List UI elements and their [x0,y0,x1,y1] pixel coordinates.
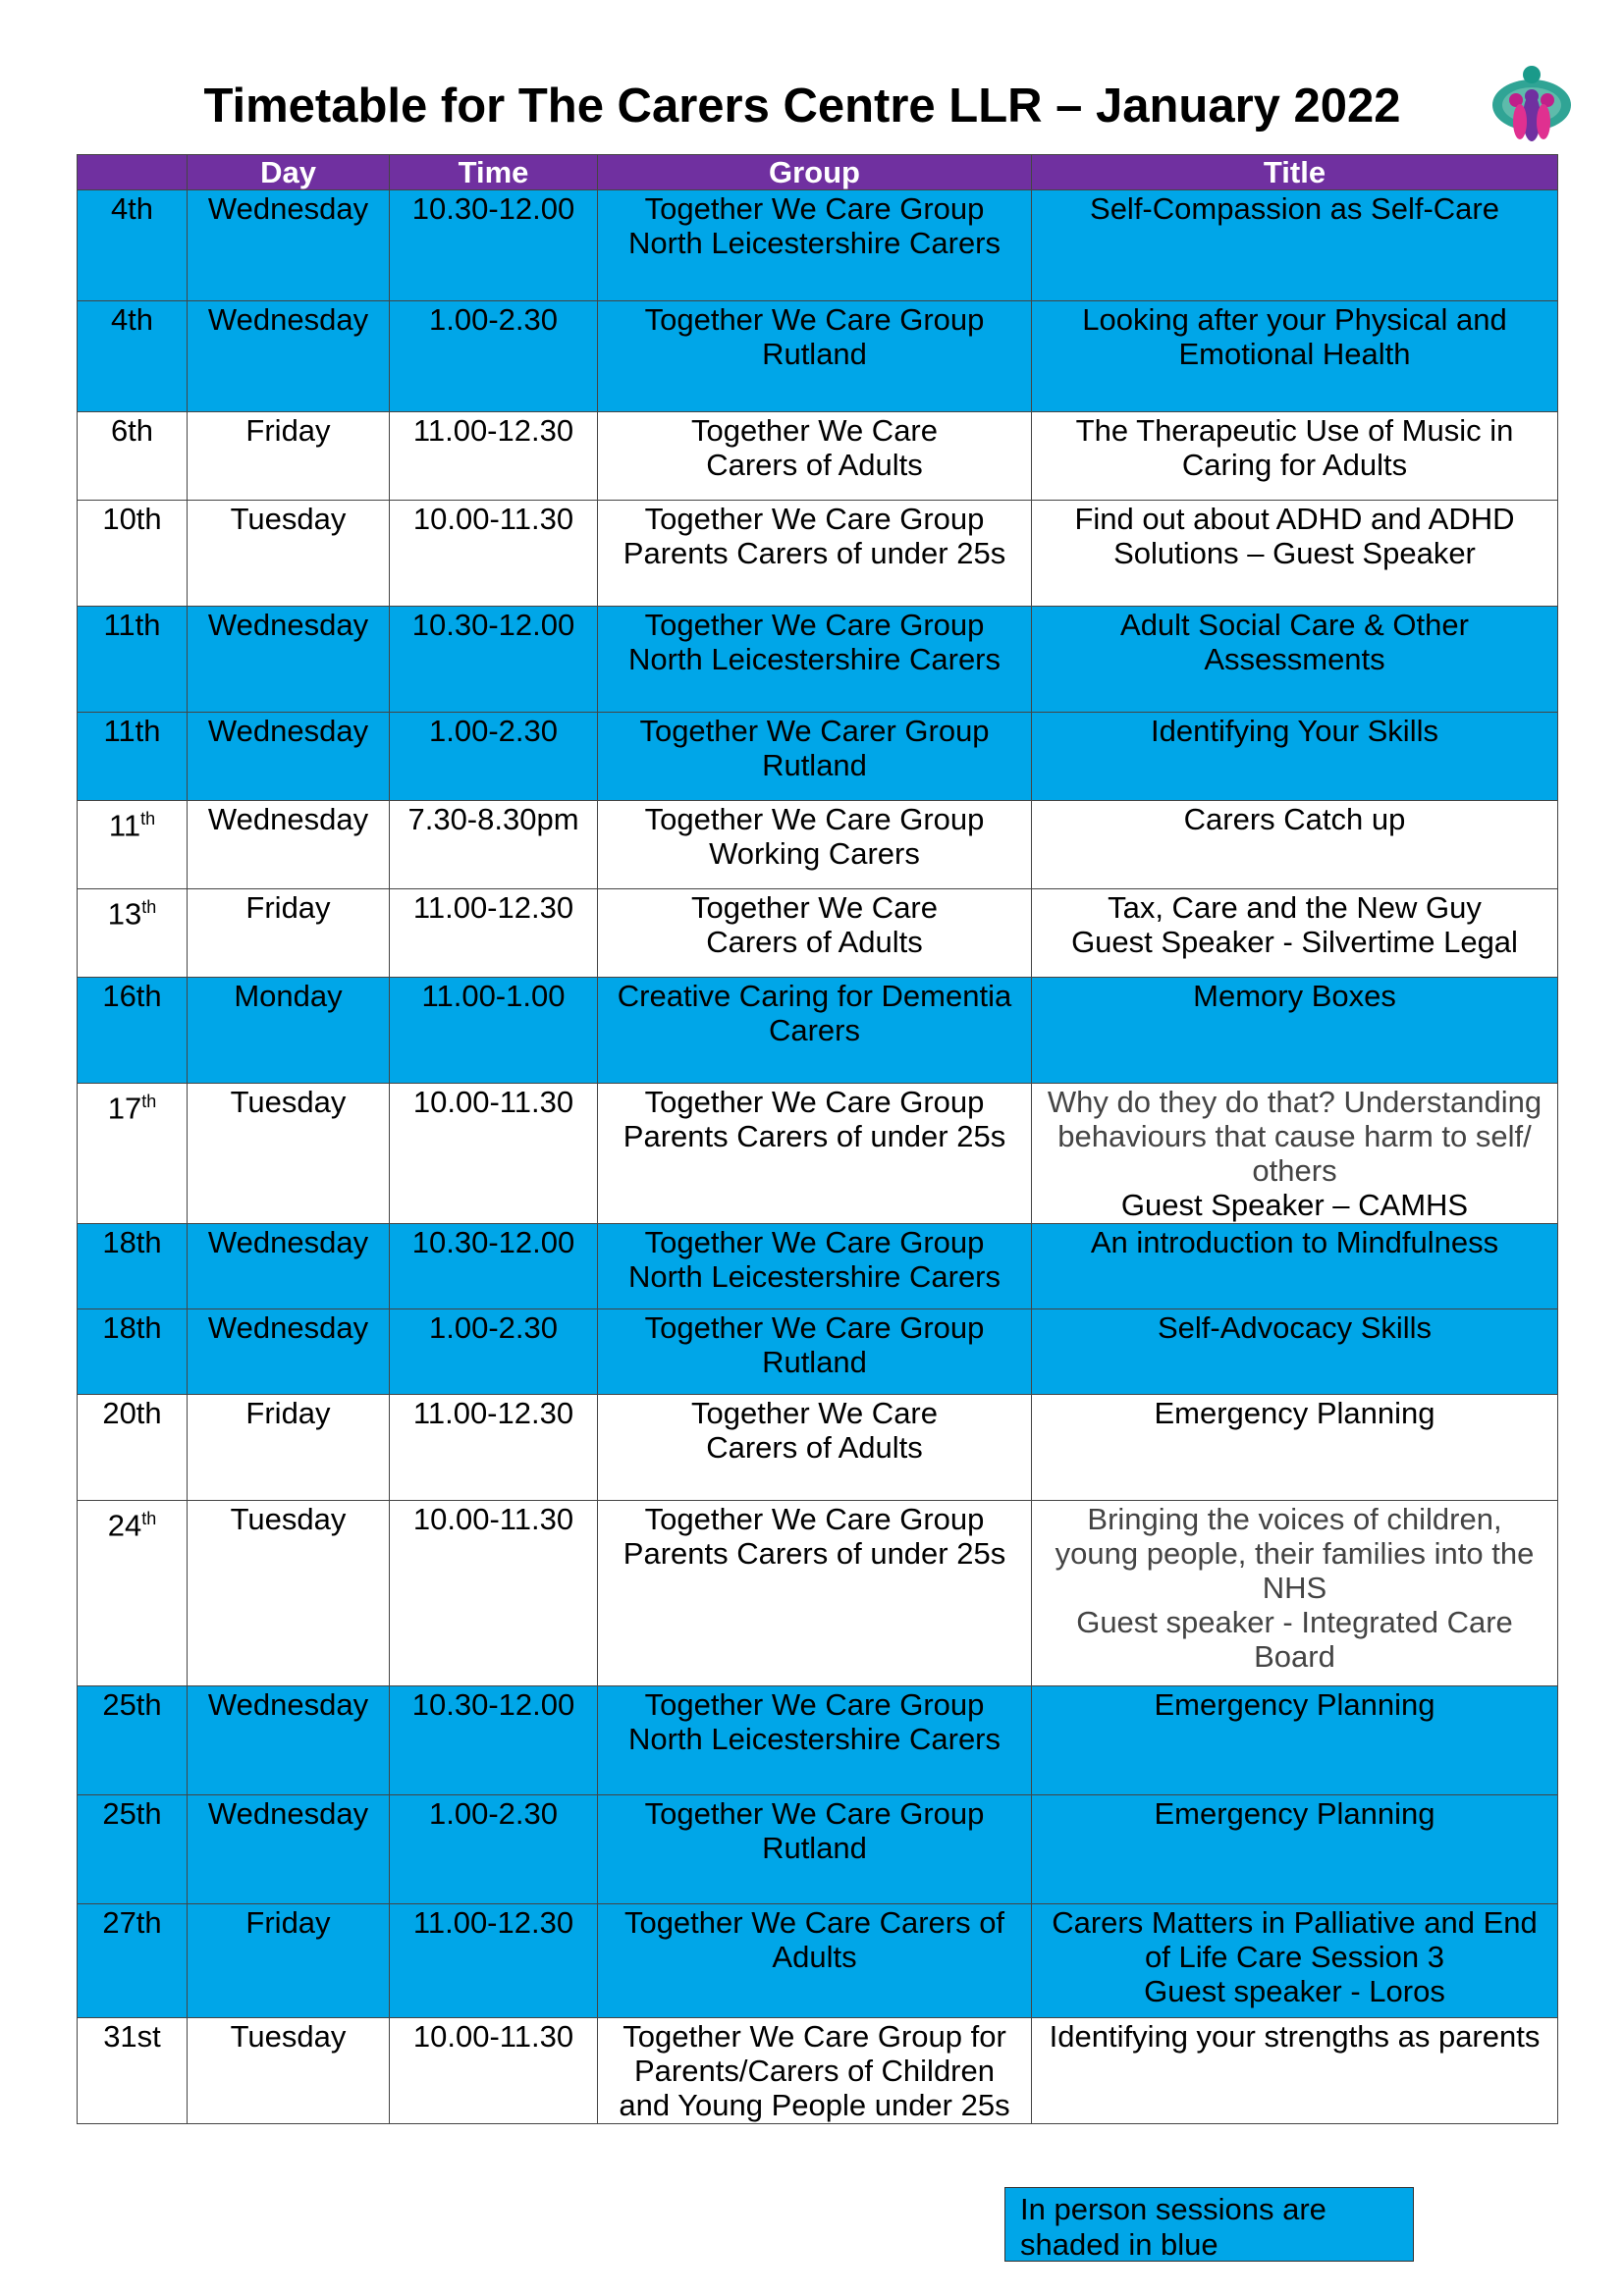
timetable [77,154,1558,2124]
table-row [78,1224,1558,1309]
group-cell [598,2018,1032,2124]
date-cell [78,1501,188,1686]
table-row [78,1501,1558,1686]
title-line: Adult Social Care & Other [1120,608,1469,642]
title-cell [1032,713,1558,801]
title-line: Self-Advocacy Skills [1157,1310,1433,1345]
table-row [78,412,1558,501]
group-line: Together We Care Group [644,191,985,226]
day-cell: Tuesday [188,501,390,607]
title-line: NHS [1262,1571,1327,1605]
day-cell: Friday [188,889,390,978]
date-cell [78,1904,188,2018]
title-line: Carers Catch up [1183,802,1406,836]
header-group: Group [598,155,1032,190]
day-cell: Wednesday [188,1309,390,1395]
group-line: Together We Care [691,413,938,448]
group-cell [598,1395,1032,1501]
date-suffix: th [141,1092,157,1111]
title-cell [1032,607,1558,713]
table-row [78,607,1558,713]
group-cell [598,301,1032,412]
date-cell [78,1309,188,1395]
group-cell [598,713,1032,801]
group-cell [598,1224,1032,1309]
group-cell [598,978,1032,1084]
header-time: Time [390,155,598,190]
time-cell: 11.00-12.30 [390,412,598,501]
day-cell: Wednesday [188,713,390,801]
date-cell [78,607,188,713]
day-cell: Friday [188,412,390,501]
group-line: North Leicestershire Carers [627,1259,1001,1294]
date-text: 20th [102,1396,162,1430]
time-cell: 10.30-12.00 [390,1686,598,1795]
date-cell [78,1395,188,1501]
table-row [78,713,1558,801]
header-day: Day [188,155,390,190]
day-cell: Tuesday [188,2018,390,2124]
date-text: 18th [102,1310,162,1345]
group-line: Creative Caring for Dementia [617,979,1012,1013]
date-text: 18th [102,1225,162,1259]
carers-centre-people-logo-icon [1489,63,1574,147]
table-row [78,1309,1558,1395]
title-line: Emergency Planning [1154,1796,1435,1831]
group-cell [598,801,1032,889]
table-row [78,190,1558,301]
group-line: Carers of Adults [706,448,923,482]
group-cell [598,190,1032,301]
group-line: Rutland [762,1831,867,1865]
date-suffix: th [141,1509,157,1528]
table-row [78,1395,1558,1501]
time-cell: 1.00-2.30 [390,1795,598,1904]
date-cell [78,190,188,301]
date-cell [78,1084,188,1224]
title-cell [1032,1224,1558,1309]
table-row [78,1795,1558,1904]
title-line: Caring for Adults [1181,448,1408,482]
time-cell: 7.30-8.30pm [390,801,598,889]
title-line: Guest speaker - Loros [1144,1974,1445,2008]
group-line: Together We Care Carers of [623,1905,1005,1940]
table-row [78,301,1558,412]
date-cell [78,1224,188,1309]
group-line: Parents Carers of under 25s [623,1536,1006,1571]
legend-text: In person sessions are shaded in blue [1020,2192,1326,2262]
title-cell [1032,1501,1558,1686]
date-text: 17 [107,1091,142,1126]
group-line: North Leicestershire Carers [627,1722,1001,1756]
day-cell: Wednesday [188,1686,390,1795]
title-line: Why do they do that? Understanding [1047,1085,1543,1119]
title-line: Assessments [1204,642,1385,676]
time-cell: 10.30-12.00 [390,607,598,713]
group-cell [598,1904,1032,2018]
group-line: Together We Care [691,890,938,925]
date-cell [78,412,188,501]
day-cell: Wednesday [188,1795,390,1904]
group-line: Together We Care Group [644,1796,985,1831]
title-cell [1032,801,1558,889]
date-text: 4th [110,191,154,226]
group-cell [598,607,1032,713]
day-cell: Tuesday [188,1084,390,1224]
group-line: Together We Care Group [644,608,985,642]
title-cell [1032,501,1558,607]
group-cell [598,1795,1032,1904]
group-cell [598,889,1032,978]
date-text: 25th [102,1796,162,1831]
group-line: Carers [768,1013,860,1047]
legend-box [1004,2187,1414,2262]
day-cell: Wednesday [188,801,390,889]
title-cell [1032,889,1558,978]
title-line: Identifying your strengths as parents [1049,2019,1541,2054]
day-cell: Wednesday [188,1224,390,1309]
title-line: Guest Speaker – CAMHS [1120,1188,1469,1222]
title-cell [1032,2018,1558,2124]
time-cell: 11.00-12.30 [390,1904,598,2018]
day-cell: Wednesday [188,607,390,713]
group-line: Adults [772,1940,857,1974]
time-cell: 11.00-12.30 [390,889,598,978]
time-cell: 1.00-2.30 [390,713,598,801]
table-row [78,889,1558,978]
date-text: 16th [102,979,162,1013]
group-line: North Leicestershire Carers [627,226,1001,260]
date-text: 6th [110,413,154,448]
group-line: Parents/Carers of Children [634,2054,995,2088]
date-text: 11 [108,808,141,843]
group-line: Together We Care Group for [623,2019,1006,2054]
group-line: and Young People under 25s [619,2088,1010,2122]
table-row [78,1084,1558,1224]
group-line: Together We Care Group [644,1225,985,1259]
title-line: Emergency Planning [1154,1687,1435,1722]
title-cell [1032,1686,1558,1795]
group-line: Together We Care Group [644,802,985,836]
date-cell [78,713,188,801]
date-cell [78,1795,188,1904]
title-line: Tax, Care and the New Guy [1108,890,1482,925]
group-cell [598,1309,1032,1395]
date-cell [78,2018,188,2124]
title-line: Bringing the voices of children, [1087,1502,1502,1536]
page-title: Timetable for The Carers Centre LLR – January 2022 [203,80,1401,133]
date-cell [78,978,188,1084]
date-text: 4th [110,302,154,337]
title-line: The Therapeutic Use of Music in [1075,413,1514,448]
date-text: 13 [107,896,142,932]
title-line: Looking after your Physical and [1082,302,1507,337]
group-line: Together We Care Group [644,302,985,337]
group-line: Together We Care Group [644,1085,985,1119]
date-text: 11th [103,608,161,642]
group-cell [598,1686,1032,1795]
title-line: behaviours that cause harm to self/ [1057,1119,1532,1153]
title-line: Guest Speaker - Silvertime Legal [1071,925,1518,959]
title-line: Self-Compassion as Self-Care [1090,191,1499,226]
day-cell: Friday [188,1904,390,2018]
group-line: Rutland [762,1345,867,1379]
group-line: Together We Care Group [644,1310,985,1345]
title-cell [1032,301,1558,412]
date-text: 25th [102,1687,162,1722]
group-cell [598,412,1032,501]
time-cell: 10.30-12.00 [390,1224,598,1309]
group-line: Working Carers [709,836,920,871]
time-cell: 1.00-2.30 [390,301,598,412]
group-line: Together We Carer Group [639,714,990,748]
group-line: Parents Carers of under 25s [623,536,1006,570]
title-cell [1032,1395,1558,1501]
time-cell: 10.00-11.30 [390,2018,598,2124]
day-cell: Friday [188,1395,390,1501]
title-line: Memory Boxes [1193,979,1396,1013]
group-line: Carers of Adults [706,1430,923,1465]
date-text: 24 [107,1508,142,1543]
title-cell [1032,190,1558,301]
title-cell [1032,412,1558,501]
title-line: An introduction to Mindfulness [1090,1225,1499,1259]
group-line: Together We Care Group [644,1502,985,1536]
group-line: North Leicestershire Carers [627,642,1001,676]
group-cell [598,1501,1032,1686]
title-cell [1032,1309,1558,1395]
date-text: 10th [102,502,162,536]
table-header-row [78,155,1558,190]
header-date [78,155,188,190]
title-line: Emergency Planning [1154,1396,1435,1430]
group-line: Rutland [762,337,867,371]
table-row [78,501,1558,607]
title-line: young people, their families into the [1055,1536,1535,1571]
table-row [78,801,1558,889]
day-cell: Monday [188,978,390,1084]
group-line: Parents Carers of under 25s [623,1119,1006,1153]
time-cell: 10.00-11.30 [390,1501,598,1686]
title-line: Solutions – Guest Speaker [1113,536,1476,570]
title-line: Guest speaker - Integrated Care [1076,1605,1513,1639]
date-text: 11th [103,714,161,748]
table-row [78,2018,1558,2124]
date-cell [78,889,188,978]
time-cell: 11.00-1.00 [390,978,598,1084]
title-line: Emotional Health [1178,337,1411,371]
group-line: Together We Care [691,1396,938,1430]
header-title: Title [1032,155,1558,190]
title-cell [1032,1795,1558,1904]
date-suffix: th [141,897,157,917]
group-cell [598,501,1032,607]
date-suffix: th [140,809,156,828]
title-line: Find out about ADHD and ADHD [1074,502,1515,536]
group-line: Carers of Adults [706,925,923,959]
day-cell: Tuesday [188,1501,390,1686]
title-line: others [1252,1153,1337,1188]
title-cell [1032,1904,1558,2018]
group-cell [598,1084,1032,1224]
date-text: 31st [103,2019,161,2054]
title-line: of Life Care Session 3 [1144,1940,1444,1974]
group-line: Together We Care Group [644,1687,985,1722]
time-cell: 10.30-12.00 [390,190,598,301]
day-cell: Wednesday [188,190,390,301]
group-line: Rutland [762,748,867,782]
time-cell: 10.00-11.30 [390,501,598,607]
title-line: Board [1254,1639,1335,1674]
date-text: 27th [102,1905,162,1940]
title-line: Identifying Your Skills [1151,714,1438,748]
date-cell [78,1686,188,1795]
title-cell [1032,978,1558,1084]
table-row [78,978,1558,1084]
date-cell [78,501,188,607]
table-row [78,1686,1558,1795]
group-line: Together We Care Group [644,502,985,536]
day-cell: Wednesday [188,301,390,412]
date-cell [78,301,188,412]
table-row [78,1904,1558,2018]
title-line: Carers Matters in Palliative and End [1052,1905,1538,1940]
time-cell: 11.00-12.30 [390,1395,598,1501]
time-cell: 1.00-2.30 [390,1309,598,1395]
title-cell [1032,1084,1558,1224]
time-cell: 10.00-11.30 [390,1084,598,1224]
date-cell [78,801,188,889]
